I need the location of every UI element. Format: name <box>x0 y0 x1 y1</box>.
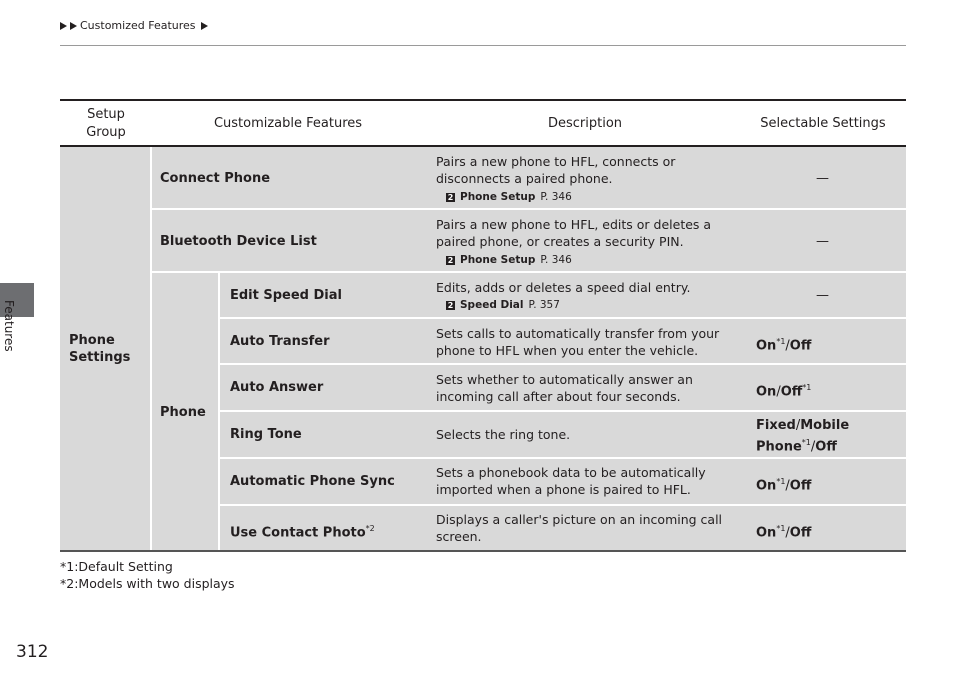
table-top-rule <box>60 99 906 101</box>
arrow-icon <box>70 22 77 30</box>
row-rule <box>220 457 906 459</box>
feature-automatic-phone-sync: Automatic Phone Sync <box>230 474 395 489</box>
footnote-default-setting: *1:Default Setting <box>60 559 173 574</box>
header-description: Description <box>547 116 623 131</box>
reference-icon: 2 <box>447 301 454 310</box>
section-label: Features <box>2 300 16 352</box>
header-features: Customizable Features <box>213 116 363 131</box>
footnote-two-displays: *2:Models with two displays <box>60 576 235 591</box>
page-reference[interactable]: 2 Phone Setup P. 346 <box>447 191 572 203</box>
feature-auto-answer: Auto Answer <box>230 380 324 395</box>
page-number: 312 <box>16 642 49 662</box>
feature-edit-speed-dial: Edit Speed Dial <box>230 288 342 303</box>
row-description: Selects the ring tone. <box>436 427 571 442</box>
row-description: Sets whether to automatically answer an incoming call after about four seconds. <box>436 372 693 404</box>
reference-icon: 2 <box>447 256 454 265</box>
row-rule <box>152 271 906 273</box>
table-bottom-rule <box>60 550 906 552</box>
header-setup-group: Setup Group <box>86 107 126 140</box>
row-description: Sets a phonebook data to be automatically imported when a phone is paired to HFL. <box>436 465 706 497</box>
row-rule <box>220 410 906 412</box>
row-description: Pairs a new phone to HFL, edits or deletes a paired phone, or creates a security PIN. <box>436 217 712 249</box>
row-rule <box>152 208 906 210</box>
feature-connect-phone: Connect Phone <box>160 171 271 186</box>
arrow-icon <box>201 22 208 30</box>
feature-use-contact-photo: Use Contact Photo$^{*2}$ <box>230 524 375 541</box>
setting-none: — <box>816 234 829 249</box>
header-rule <box>60 45 906 46</box>
row-description: Displays a caller's picture on an incoming call screen. <box>436 512 723 544</box>
setting-none: — <box>816 171 829 186</box>
setting-options: On$^{*1}$/Off <box>756 524 812 541</box>
feature-auto-transfer: Auto Transfer <box>230 334 330 349</box>
breadcrumb-label[interactable]: Customized Features <box>80 19 196 32</box>
row-description: Pairs a new phone to HFL, connects or disconnects a paired phone. <box>436 154 676 186</box>
group-label: Phone Settings <box>69 333 131 365</box>
row-description: Sets calls to automatically transfer from your phone to HFL when you enter the vehicle. <box>436 326 720 358</box>
setting-options: On$^{*1}$/Off <box>756 337 812 354</box>
breadcrumb <box>60 19 209 32</box>
setting-options: On/Off$^{*1}$ <box>756 383 812 400</box>
feature-ring-tone: Ring Tone <box>230 427 302 442</box>
row-rule <box>220 363 906 365</box>
row-rule <box>220 317 906 319</box>
setting-none: — <box>816 288 829 303</box>
page-reference[interactable]: 2 Speed Dial P. 357 <box>447 299 560 311</box>
setting-options: On$^{*1}$/Off <box>756 477 812 494</box>
header-settings: Selectable Settings <box>760 116 886 131</box>
reference-icon: 2 <box>447 193 454 202</box>
row-rule <box>220 504 906 506</box>
row-description: Edits, adds or deletes a speed dial entry. <box>436 280 691 295</box>
feature-bluetooth-device-list: Bluetooth Device List <box>160 234 317 249</box>
arrow-icon <box>60 22 67 30</box>
page-reference[interactable]: 2 Phone Setup P. 346 <box>447 254 572 266</box>
subgroup-label: Phone <box>160 405 206 420</box>
header-rule <box>60 145 906 147</box>
setting-options: Fixed/Mobile Phone$^{*1}$/Off <box>756 418 850 455</box>
